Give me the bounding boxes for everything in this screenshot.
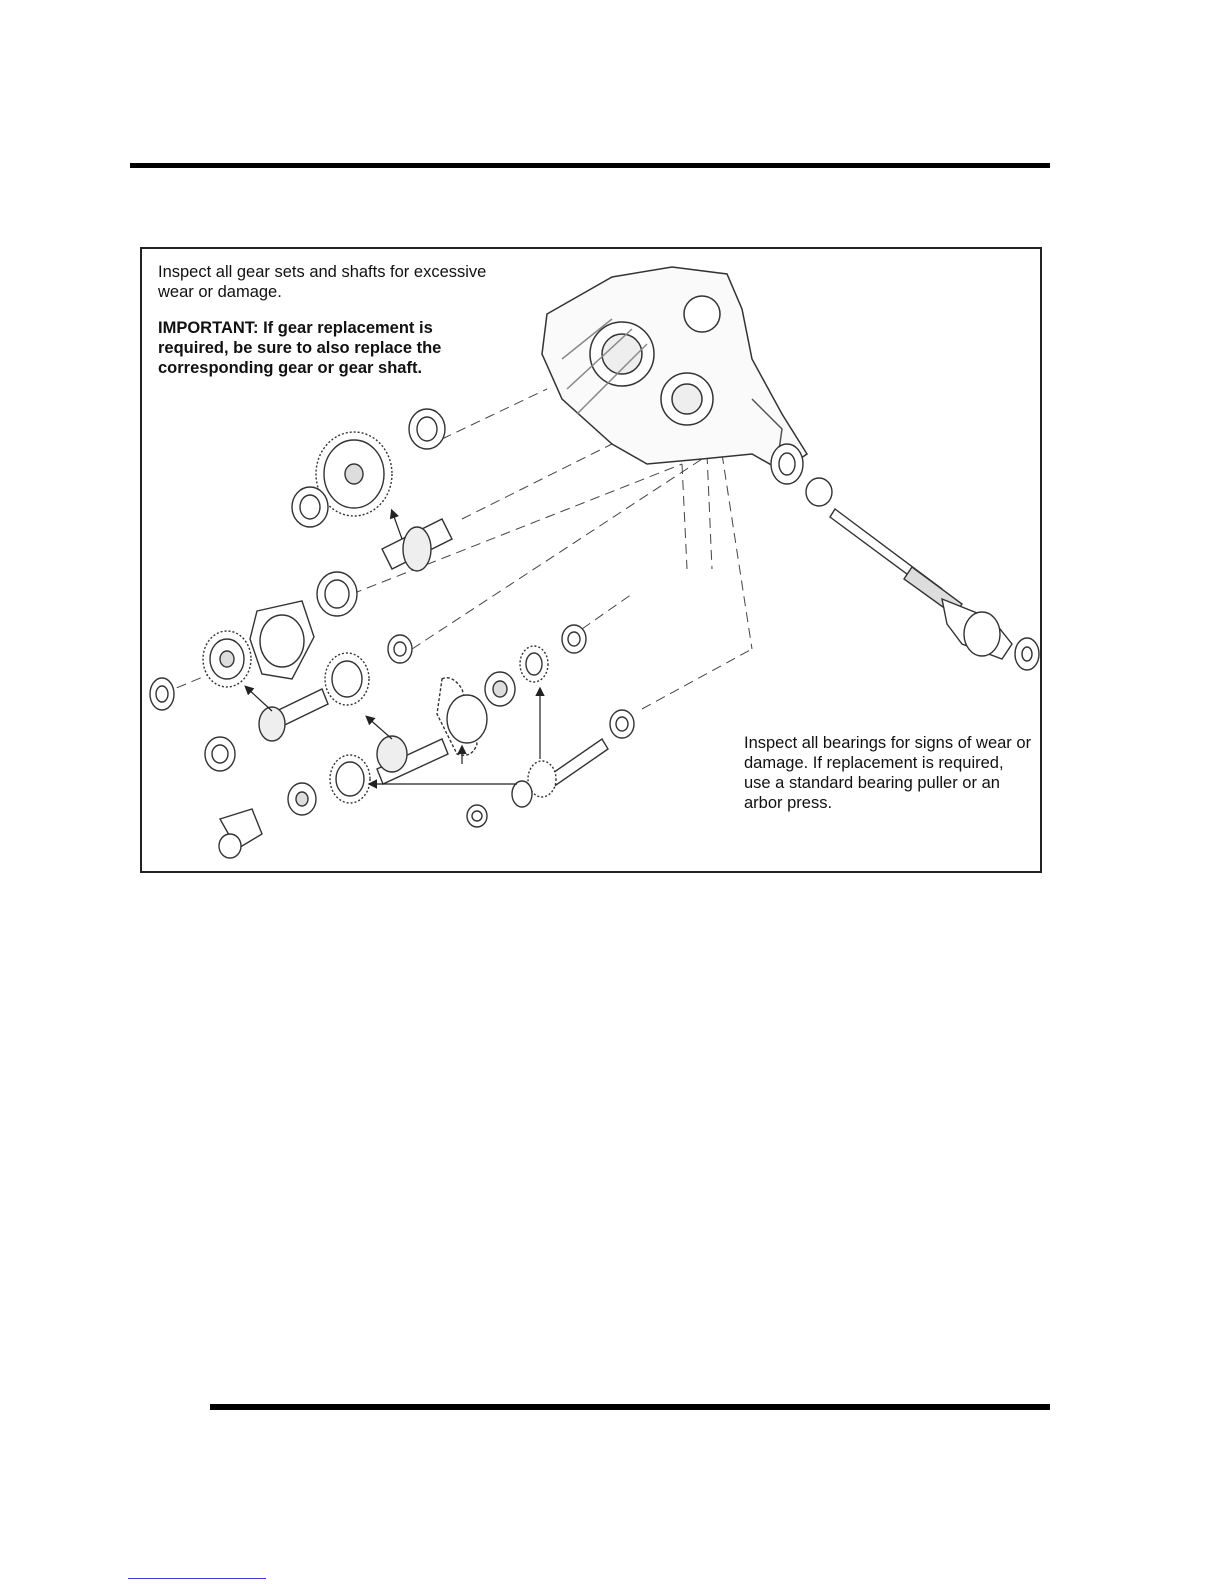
footer-rule [210,1404,1050,1410]
upper-gear-assembly [292,409,452,616]
important-note: IMPORTANT: If gear replacement is required, be sure to also replace the corresponding gear or gear shaft. [158,319,442,377]
footer-link-underline[interactable] [128,1578,266,1579]
output-shaft-assembly [771,444,1039,670]
transmission-housing [542,267,807,471]
chain-sprocket-assembly [437,625,586,755]
bearing-inspection-note: Inspect all bearings for signs of wear or damage. If replacement is required, use a standard bearing puller or an arbor press. [744,734,1032,812]
lower-shaft-assembly [467,710,634,827]
gear-inspection-note: Inspect all gear sets and shafts for excessive wear or damage. [158,263,487,301]
exploded-view-figure [140,247,1042,873]
gasket-plate [250,601,314,679]
header-rule [130,163,1050,168]
gearbox-exploded-diagram [142,249,1040,871]
middle-gear-set [219,635,448,858]
